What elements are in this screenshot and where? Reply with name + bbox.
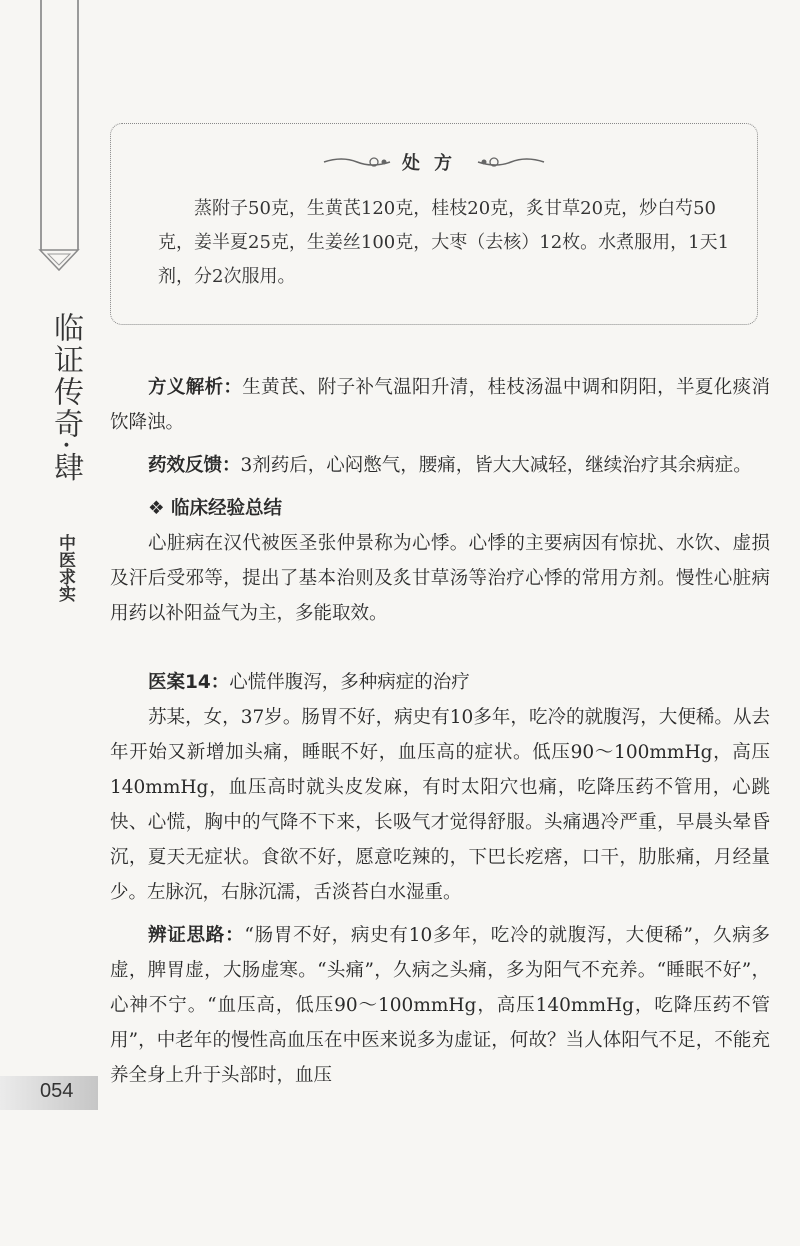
feedback-text: 3剂药后，心闷憋气，腰痛，皆大大减轻，继续治疗其余病症。: [240, 455, 752, 476]
prescription-box: [110, 123, 758, 325]
summary-text: 心脏病在汉代被医圣张仲景称为心悸。心悸的主要病因有惊扰、水饮、虚损及汗后受邪等，提出了基本治则及炙甘草汤等治疗心悸的常用方剂。慢性心脏病用药以补阳益气为主，多能取效。: [110, 533, 770, 624]
margin-line-left: [40, 0, 42, 250]
analysis-label: 方义解析：: [148, 377, 243, 398]
case-label: 医案14：: [148, 672, 230, 693]
feedback-paragraph: [110, 448, 770, 483]
analysis-paragraph: [110, 370, 770, 440]
main-content: [110, 370, 770, 1093]
summary-title: ❖ 临床经验总结: [148, 498, 283, 519]
left-flourish-icon: [322, 154, 392, 170]
book-subtitle: 中医求实: [55, 534, 75, 602]
prescription-body: [158, 192, 735, 294]
reasoning-label: 辨证思路：: [148, 925, 245, 946]
ornament-icon: [38, 248, 80, 274]
case-text: 苏某，女，37岁。肠胃不好，病史有10多年，吃冷的就腹泻，大便稀。从去年开始又新增加头痛，睡眠不好，血压高的症状。低压90～100mmHg，高压140mmHg，血压高时就头皮发麻，有时太阳穴也痛，吃降压药不管用，心跳快、心慌，胸中的气降不下来，长吸气才觉得舒服。头痛遇冷严重，早晨头晕昏沉，夏天无症状。食欲不好，愿意吃辣的，下巴长疙瘩，口干，肋胀痛，月经量少。左脉沉，右脉沉濡，舌淡苔白水湿重。: [110, 707, 770, 903]
feedback-label: 药效反馈：: [148, 455, 241, 476]
prescription-header: [111, 150, 757, 174]
case-title: 心慌伴腹泻，多种病症的治疗: [229, 672, 470, 693]
prescription-text: 蒸附子50克，生黄芪120克，桂枝20克，炙甘草20克，炒白芍50克，姜半夏25克，生姜丝100克，大枣（去核）12枚。水煮服用，1天1剂，分2次服用。: [158, 198, 730, 287]
analysis-text: 生黄芪、附子补气温阳升清，桂枝汤温中调和阴阳，半夏化痰消饮降浊。: [110, 377, 770, 433]
page-number: 054: [40, 1080, 74, 1102]
case-heading: [110, 665, 770, 700]
book-title: 临证传奇·肆: [48, 312, 83, 484]
reasoning-paragraph: [110, 918, 770, 1093]
right-flourish-icon: [476, 154, 546, 170]
margin-line-right: [77, 0, 79, 250]
prescription-title: 处方: [402, 153, 466, 174]
reasoning-text: “肠胃不好，病史有10多年，吃冷的就腹泻，大便稀”，久病多虚，脾胃虚，大肠虚寒。“头痛”，久病之头痛，多为阳气不充养。“睡眠不好”，心神不宁。“血压高，低压90～100mmHg，高压140mmHg，吃降压药不管用”，中老年的慢性高血压在中医来说多为虚证，何故？当人体阳气不足，不能充养全身上升于头部时，血压: [110, 925, 770, 1086]
